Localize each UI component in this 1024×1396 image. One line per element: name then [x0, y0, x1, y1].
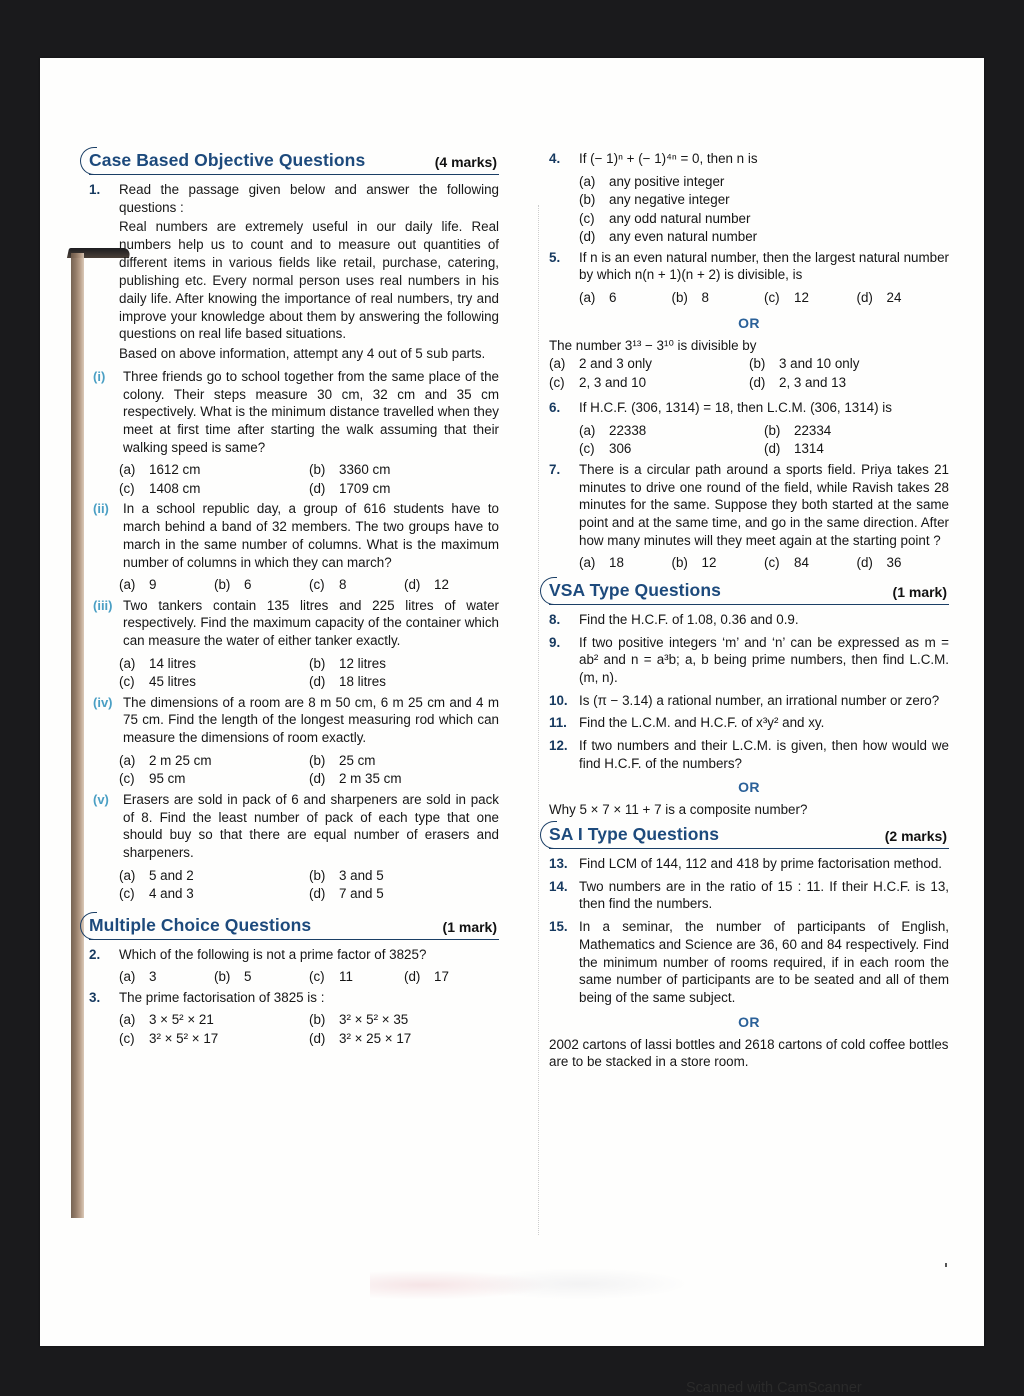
- option-label: (a): [579, 173, 596, 189]
- option-value: any negative integer: [609, 192, 730, 208]
- question-number: 8.: [549, 611, 561, 627]
- option-value: 25 cm: [339, 752, 376, 768]
- attempt-instruction: Based on above information, attempt any 4 out of 5 sub parts.: [119, 346, 486, 362]
- option-value: 1709 cm: [339, 480, 391, 496]
- option-label: (c): [579, 441, 595, 457]
- subpart-text: Three friends go to school together from the same place of the colony. Their steps measure 30 cm, 32 cm and 35 cm respectively. What is the minimum distance travelled when they meet at first time after starting the walk assuming that their walking speed is same?: [123, 369, 499, 455]
- option-value: 1314: [794, 441, 824, 457]
- option[interactable]: [579, 228, 949, 247]
- option[interactable]: [579, 210, 949, 229]
- option-label: (c): [309, 577, 325, 593]
- option[interactable]: [214, 576, 309, 595]
- question-7: [549, 461, 949, 549]
- section-header-case-based: [89, 150, 499, 175]
- option-label: (b): [579, 192, 596, 208]
- option-label: (a): [119, 752, 136, 768]
- question-text: If (− 1)ⁿ + (− 1)⁴ⁿ = 0, then n is: [579, 151, 758, 166]
- question-text: Is (π − 3.14) a rational number, an irrational number or zero?: [579, 692, 940, 708]
- option-label: (c): [764, 290, 780, 306]
- question-11: [549, 714, 949, 732]
- option-value: 18: [609, 555, 624, 571]
- bracket-decoration: [540, 821, 557, 849]
- option[interactable]: [119, 655, 309, 674]
- option[interactable]: [119, 576, 214, 595]
- question-5-alternative: The number 3¹³ − 3¹⁰ is divisible by: [549, 337, 757, 353]
- option-value: 9: [149, 577, 157, 593]
- option-label: (d): [856, 555, 873, 571]
- question-number: 14.: [549, 878, 568, 894]
- subpart-number: (v): [93, 791, 109, 807]
- option-value: 3 and 10 only: [779, 356, 860, 372]
- question-9: [549, 634, 949, 687]
- section-title: Case Based Objective Questions: [89, 150, 366, 170]
- question-body: [119, 181, 499, 363]
- option[interactable]: [119, 480, 309, 499]
- option[interactable]: [549, 374, 749, 393]
- option-value: 3: [149, 969, 157, 985]
- option-label: (a): [119, 1012, 136, 1028]
- option[interactable]: [119, 752, 309, 771]
- option-label: (a): [119, 577, 136, 593]
- option[interactable]: [119, 770, 309, 789]
- option-label: (b): [749, 356, 766, 372]
- option-label: (b): [309, 752, 326, 768]
- option-label: (b): [309, 462, 326, 478]
- scan-smudge-secondary: [470, 1268, 690, 1300]
- option-value: 8: [701, 290, 709, 306]
- question-5: [549, 249, 949, 284]
- question-2-options: [89, 968, 499, 987]
- option-value: 11: [339, 969, 353, 985]
- question-5-alt-options: [549, 355, 949, 392]
- passage-text: Real numbers are extremely useful in our daily life. Real numbers help us to count and to measure out quantities of different items in various fields like retail, purchase, catering, publishing etc. Every normal person uses real numbers in his daily life. After knowing the importance of real numbers, try and improve your knowledge about them by answering the following questions on real life based situations.: [119, 219, 499, 342]
- subpart-number: (iv): [93, 694, 113, 710]
- option-label: (b): [671, 555, 688, 571]
- option-value: 2 and 3 only: [579, 356, 652, 372]
- subpart-i-options: [89, 461, 499, 498]
- option[interactable]: [309, 461, 499, 480]
- option-value: 45 litres: [149, 674, 196, 690]
- option-value: 306: [609, 441, 632, 457]
- question-4: [549, 150, 949, 168]
- option[interactable]: [119, 968, 214, 987]
- option[interactable]: [119, 1030, 309, 1049]
- option-value: 5 and 2: [149, 867, 194, 883]
- option[interactable]: [749, 374, 949, 393]
- option-label: (d): [856, 290, 873, 306]
- question-6: [549, 399, 949, 417]
- option[interactable]: [749, 355, 949, 374]
- option-label: (b): [309, 1012, 326, 1028]
- right-column: [549, 150, 949, 1071]
- question-number: 9.: [549, 634, 561, 650]
- question-text: There is a circular path around a sports field. Priya takes 21 minutes to drive one round of the field, while Ravish takes 28 minutes for the same. Suppose they both started at the same point and at the same time, and go in the same direction. After how many minutes will they meet again at the starting point ?: [579, 461, 949, 548]
- question-5-options: [549, 289, 949, 308]
- option-label: (a): [579, 555, 596, 571]
- question-12: [549, 737, 949, 772]
- option[interactable]: [309, 576, 404, 595]
- subpart-number: (i): [93, 369, 106, 384]
- subpart-v-options: [89, 867, 499, 904]
- option[interactable]: [309, 752, 499, 771]
- question-number: 5.: [549, 249, 561, 265]
- option-value: any positive integer: [609, 173, 725, 189]
- subpart-text: In a school republic day, a group of 616 students have to march behind a band of 32 members. The two groups have to march in the same number of columns. What is the maximum number of columns in which they can march?: [123, 501, 499, 570]
- option-value: 18 litres: [339, 674, 386, 690]
- question-15: [549, 918, 949, 1006]
- option-label: (b): [671, 290, 688, 306]
- page-content: [84, 150, 952, 1250]
- option-value: 3 × 5² × 21: [149, 1012, 214, 1028]
- option-value: 2, 3 and 13: [779, 374, 847, 390]
- subpart-v: [89, 791, 499, 862]
- question-14: [549, 878, 949, 913]
- question-1: [89, 181, 499, 363]
- option-value: 6: [244, 577, 252, 593]
- subpart-iii: [89, 597, 499, 650]
- option-value: 24: [886, 290, 902, 306]
- subpart-ii-options: [89, 576, 499, 595]
- option[interactable]: [579, 440, 764, 459]
- section-title: Multiple Choice Questions: [89, 914, 312, 935]
- option[interactable]: [764, 422, 949, 441]
- option-label: (a): [119, 655, 136, 671]
- question-text: Find the L.C.M. and H.C.F. of x³y² and xy.: [579, 715, 825, 731]
- subpart-number: (ii): [93, 501, 109, 517]
- option-value: 3² × 25 × 17: [339, 1030, 412, 1046]
- question-3: [89, 989, 499, 1007]
- question-number: 15.: [549, 919, 568, 935]
- option-value: 36: [886, 555, 902, 571]
- question-10: [549, 692, 949, 710]
- option-label: (c): [549, 374, 565, 390]
- question-15-alternative: 2002 cartons of lassi bottles and 2618 cartons of cold coffee bottles are to be stacked in a store room.: [549, 1036, 949, 1070]
- option[interactable]: [309, 1030, 499, 1049]
- option-value: 2 m 25 cm: [149, 752, 212, 768]
- question-number: 1.: [89, 182, 101, 197]
- option[interactable]: [579, 191, 949, 210]
- question-number: 10.: [549, 692, 568, 708]
- book-spine: [71, 253, 84, 1218]
- option-label: (a): [579, 290, 596, 306]
- option[interactable]: [119, 885, 309, 904]
- question-text: If two numbers and their L.C.M. is given, then how would we find H.C.F. of the numbers?: [579, 738, 949, 771]
- option-label: (d): [309, 1030, 326, 1046]
- option[interactable]: [119, 867, 309, 886]
- camscanner-watermark: Scanned with CamScanner: [686, 1380, 862, 1396]
- option[interactable]: [764, 440, 949, 459]
- subpart-iii-options: [89, 655, 499, 692]
- option-label: (d): [764, 441, 781, 457]
- option-label: (c): [119, 480, 135, 496]
- bracket-decoration: [80, 147, 97, 175]
- option-value: 6: [609, 290, 617, 306]
- option-value: 7 and 5: [339, 886, 384, 902]
- option-label: (c): [119, 1030, 135, 1046]
- option[interactable]: [404, 968, 499, 987]
- or-separator: OR: [738, 314, 760, 331]
- option-label: (a): [549, 356, 566, 372]
- option-value: 1612 cm: [149, 462, 201, 478]
- option-value: 84: [794, 555, 809, 571]
- question-4-options: [549, 173, 949, 247]
- question-7-options: [549, 554, 949, 573]
- question-text: Which of the following is not a prime factor of 3825?: [119, 946, 427, 962]
- option-label: (c): [579, 210, 595, 226]
- option-value: any odd natural number: [609, 210, 751, 226]
- option-value: 12: [434, 577, 449, 593]
- section-header-mcq: [89, 915, 499, 940]
- subpart-number: (iii): [93, 597, 113, 613]
- option[interactable]: [309, 968, 404, 987]
- option[interactable]: [579, 289, 672, 308]
- option-label: (d): [404, 969, 421, 985]
- option-label: (c): [764, 555, 780, 571]
- option-value: 22338: [609, 422, 647, 438]
- option-value: 8: [339, 577, 347, 593]
- option-label: (a): [119, 462, 136, 478]
- option-value: 12: [701, 555, 717, 571]
- question-number: 6.: [549, 400, 561, 416]
- option-label: (d): [749, 374, 766, 390]
- option[interactable]: [309, 655, 499, 674]
- option-value: 3² × 5² × 17: [149, 1030, 219, 1046]
- option[interactable]: [672, 289, 765, 308]
- option-label: (b): [309, 867, 326, 883]
- option[interactable]: [579, 422, 764, 441]
- option[interactable]: [309, 867, 499, 886]
- question-number: 7.: [549, 461, 561, 477]
- section-header-sa1: [549, 824, 949, 849]
- option[interactable]: [309, 673, 499, 692]
- option-label: (b): [214, 577, 231, 593]
- question-text: The prime factorisation of 3825 is :: [119, 989, 325, 1005]
- option-value: 2, 3 and 10: [579, 374, 647, 390]
- question-text: If n is an even natural number, then the largest natural number by which n(n + 1)(n + 2) is divisible, is: [579, 249, 949, 283]
- question-2: [89, 946, 499, 964]
- option[interactable]: [119, 1011, 309, 1030]
- question-text: Find LCM of 144, 112 and 418 by prime factorisation method.: [579, 856, 942, 872]
- section-header-vsa: [549, 580, 949, 605]
- option-label: (c): [119, 886, 135, 902]
- option[interactable]: [309, 480, 499, 499]
- option[interactable]: [857, 289, 950, 308]
- option[interactable]: [764, 554, 857, 573]
- option[interactable]: [119, 461, 309, 480]
- option-value: 2 m 35 cm: [339, 771, 402, 787]
- option[interactable]: [579, 554, 672, 573]
- section-title: VSA Type Questions: [549, 579, 721, 600]
- scanned-page: [40, 58, 984, 1396]
- option[interactable]: [579, 173, 949, 192]
- bracket-decoration: [540, 577, 557, 605]
- option[interactable]: [672, 554, 765, 573]
- question-8: [549, 611, 949, 629]
- option[interactable]: [309, 1011, 499, 1030]
- option-value: any even natural number: [609, 229, 758, 245]
- option-label: (b): [309, 655, 326, 671]
- subpart-iv: [89, 694, 499, 747]
- option-value: 3360 cm: [339, 462, 391, 478]
- question-12-alternative: Why 5 × 7 × 11 + 7 is a composite number?: [549, 802, 808, 818]
- question-13: [549, 855, 949, 873]
- section-marks: (1 mark): [442, 918, 497, 935]
- section-title: SA I Type Questions: [549, 824, 720, 845]
- scan-speck: [945, 1263, 947, 1267]
- question-number: 12.: [549, 738, 568, 753]
- section-marks: (4 marks): [434, 154, 497, 170]
- option-label: (c): [119, 771, 135, 787]
- option-value: 3² × 5² × 35: [339, 1012, 409, 1028]
- option-label: (a): [119, 969, 136, 985]
- question-number: 11.: [549, 715, 567, 731]
- subpart-text: Erasers are sold in pack of 6 and sharpeners are sold in pack of 8. Find the least number of pack of each type that one should buy so that there are equal number of erasers and sharpeners.: [123, 791, 499, 860]
- section-marks: (1 mark): [892, 583, 947, 600]
- option-label: (b): [214, 969, 231, 985]
- option-value: 12 litres: [339, 655, 386, 671]
- option-label: (c): [119, 674, 135, 690]
- question-number: 3.: [89, 989, 101, 1005]
- section-marks: (2 marks): [884, 828, 947, 845]
- question-stem: Read the passage given below and answer the following questions :: [119, 182, 499, 215]
- option-label: (a): [119, 867, 136, 883]
- question-text: Two numbers are in the ratio of 15 : 11. If their H.C.F. is 13, then find the numbers.: [579, 878, 949, 912]
- question-number: 2.: [89, 946, 101, 962]
- question-text: If H.C.F. (306, 1314) = 18, then L.C.M. (306, 1314) is: [579, 400, 892, 416]
- option-label: (a): [579, 422, 596, 438]
- option-value: 5: [244, 969, 252, 985]
- question-text: If two positive integers ‘m’ and ‘n’ can be expressed as m = ab² and n = a³b; a, b being prime numbers, then find L.C.M. (m, n).: [579, 634, 949, 685]
- option-label: (d): [309, 480, 326, 496]
- option-value: 4 and 3: [149, 886, 194, 902]
- option[interactable]: [857, 554, 950, 573]
- option-value: 95 cm: [149, 771, 186, 787]
- option-value: 14 litres: [149, 655, 196, 671]
- subpart-text: The dimensions of a room are 8 m 50 cm, 6 m 25 cm and 4 m 75 cm. Find the length of the longest measuring rod which can measure the dimensions of room exactly.: [123, 694, 499, 746]
- or-separator: OR: [738, 779, 760, 796]
- question-text: Find the H.C.F. of 1.08, 0.36 and 0.9.: [579, 611, 799, 627]
- question-text: In a seminar, the number of participants of English, Mathematics and Science are 36, 60 and 84 respectively. Find the minimum number of rooms required, if in each room the same number of participants are to be seated and all of them being of the same subject.: [579, 919, 949, 1005]
- option[interactable]: [404, 576, 499, 595]
- option-label: (d): [579, 229, 596, 245]
- option[interactable]: [549, 355, 749, 374]
- option-value: 12: [794, 290, 809, 306]
- option-label: (b): [764, 422, 781, 438]
- option-label: (d): [309, 886, 326, 902]
- option[interactable]: [309, 885, 499, 904]
- question-6-options: [549, 422, 949, 459]
- column-divider: [538, 205, 539, 1235]
- left-column: [89, 150, 499, 1050]
- option[interactable]: [119, 673, 309, 692]
- option-label: (d): [404, 577, 421, 593]
- question-number: 4.: [549, 151, 561, 166]
- option[interactable]: [309, 770, 499, 789]
- option-value: 3 and 5: [339, 867, 384, 883]
- subpart-i: [89, 368, 499, 456]
- question-number: 13.: [549, 856, 568, 872]
- option[interactable]: [764, 289, 857, 308]
- option-label: (d): [309, 674, 326, 690]
- subpart-iv-options: [89, 752, 499, 789]
- option-value: 17: [434, 969, 449, 985]
- option-value: 22334: [794, 422, 832, 438]
- question-3-options: [89, 1011, 499, 1048]
- option-label: (c): [309, 969, 325, 985]
- option-value: 1408 cm: [149, 480, 201, 496]
- option[interactable]: [214, 968, 309, 987]
- subpart-ii: [89, 500, 499, 571]
- or-separator: OR: [738, 1013, 760, 1030]
- option-label: (d): [309, 771, 326, 787]
- subpart-text: Two tankers contain 135 litres and 225 litres of water respectively. Find the maximum capacity of the container which can measure the water of either tanker exactly.: [123, 597, 499, 649]
